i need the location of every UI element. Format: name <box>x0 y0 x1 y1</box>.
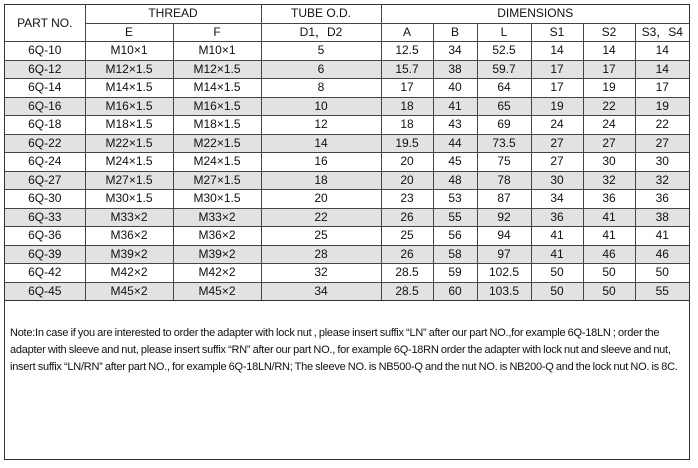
header-f: F <box>173 23 261 42</box>
cell-dim-s2: 41 <box>583 227 635 246</box>
table-row <box>5 171 689 190</box>
table-row <box>5 153 689 172</box>
cell-thread-f: M30×1.5 <box>173 190 261 209</box>
table-row <box>5 227 689 246</box>
cell-dim-s3-s4: 55 <box>635 282 689 301</box>
cell-dim-a: 20 <box>381 171 433 190</box>
cell-tube-od: 22 <box>261 208 381 227</box>
cell-dim-b: 45 <box>433 153 477 172</box>
cell-part-no: 6Q-10 <box>5 42 85 61</box>
cell-tube-od: 28 <box>261 245 381 264</box>
cell-dim-s3-s4: 41 <box>635 227 689 246</box>
cell-dim-b: 43 <box>433 116 477 135</box>
cell-dim-s2: 41 <box>583 208 635 227</box>
cell-dim-s3-s4: 14 <box>635 42 689 61</box>
table-row <box>5 282 689 301</box>
cell-dim-s2: 50 <box>583 282 635 301</box>
cell-dim-s2: 30 <box>583 153 635 172</box>
cell-dim-a: 25 <box>381 227 433 246</box>
cell-dim-s1: 41 <box>531 245 583 264</box>
cell-tube-od: 6 <box>261 60 381 79</box>
cell-dim-a: 12.5 <box>381 42 433 61</box>
cell-dim-s1: 50 <box>531 264 583 283</box>
cell-thread-f: M14×1.5 <box>173 79 261 98</box>
cell-dim-s2: 17 <box>583 60 635 79</box>
cell-tube-od: 12 <box>261 116 381 135</box>
cell-tube-od: 32 <box>261 264 381 283</box>
cell-dim-s1: 19 <box>531 97 583 116</box>
cell-dim-s3-s4: 27 <box>635 134 689 153</box>
table-row <box>5 79 689 98</box>
cell-thread-f: M36×2 <box>173 227 261 246</box>
cell-dim-b: 53 <box>433 190 477 209</box>
cell-dim-l: 87 <box>477 190 531 209</box>
cell-dim-s3-s4: 38 <box>635 208 689 227</box>
cell-thread-e: M39×2 <box>85 245 173 264</box>
cell-dim-b: 40 <box>433 79 477 98</box>
header-a: A <box>381 23 433 42</box>
cell-dim-l: 59.7 <box>477 60 531 79</box>
table-row <box>5 190 689 209</box>
cell-dim-l: 75 <box>477 153 531 172</box>
cell-dim-s1: 30 <box>531 171 583 190</box>
table-row <box>5 42 689 61</box>
cell-dim-s1: 17 <box>531 79 583 98</box>
cell-dim-s3-s4: 30 <box>635 153 689 172</box>
cell-dim-l: 69 <box>477 116 531 135</box>
table-row <box>5 245 689 264</box>
cell-dim-b: 58 <box>433 245 477 264</box>
cell-dim-s3-s4: 32 <box>635 171 689 190</box>
cell-tube-od: 5 <box>261 42 381 61</box>
cell-part-no: 6Q-16 <box>5 97 85 116</box>
cell-dim-s1: 50 <box>531 282 583 301</box>
cell-dim-s1: 27 <box>531 153 583 172</box>
cell-dim-s1: 27 <box>531 134 583 153</box>
dimensions-table <box>5 5 689 301</box>
cell-part-no: 6Q-14 <box>5 79 85 98</box>
header-e: E <box>85 23 173 42</box>
cell-dim-b: 60 <box>433 282 477 301</box>
cell-dim-b: 56 <box>433 227 477 246</box>
cell-part-no: 6Q-42 <box>5 264 85 283</box>
cell-dim-s1: 34 <box>531 190 583 209</box>
cell-dim-a: 28.5 <box>381 264 433 283</box>
cell-tube-od: 16 <box>261 153 381 172</box>
cell-dim-s3-s4: 46 <box>635 245 689 264</box>
cell-dim-s1: 24 <box>531 116 583 135</box>
cell-dim-a: 28.5 <box>381 282 433 301</box>
cell-dim-s2: 14 <box>583 42 635 61</box>
cell-dim-s2: 36 <box>583 190 635 209</box>
cell-dim-a: 15.7 <box>381 60 433 79</box>
cell-dim-b: 59 <box>433 264 477 283</box>
cell-thread-f: M33×2 <box>173 208 261 227</box>
cell-dim-s2: 19 <box>583 79 635 98</box>
cell-tube-od: 8 <box>261 79 381 98</box>
cell-thread-f: M10×1 <box>173 42 261 61</box>
cell-dim-a: 19.5 <box>381 134 433 153</box>
cell-thread-f: M27×1.5 <box>173 171 261 190</box>
cell-thread-e: M36×2 <box>85 227 173 246</box>
table-row <box>5 60 689 79</box>
cell-dim-s2: 27 <box>583 134 635 153</box>
order-note: Note:In case if you are interested to order the adapter with lock nut , please insert suffix “LN” after our part NO.,for example 6Q-18LN ; order the adapter with sleeve and nut, please insert suffix “RN” after our part NO., for example 6Q-18RN order the adapter with lock nut and sleeve and nut, insert suffix “LN/RN” after part NO., for example 6Q-18LN/RN; The sleeve NO. is NB500-Q and the nut NO. is NB200-Q and the lock nut NO. is 8C. <box>10 327 678 373</box>
cell-thread-e: M27×1.5 <box>85 171 173 190</box>
cell-dim-a: 18 <box>381 97 433 116</box>
table-row <box>5 208 689 227</box>
cell-thread-f: M12×1.5 <box>173 60 261 79</box>
header-s2: S2 <box>583 23 635 42</box>
cell-dim-s2: 22 <box>583 97 635 116</box>
cell-thread-e: M16×1.5 <box>85 97 173 116</box>
cell-dim-s2: 50 <box>583 264 635 283</box>
cell-dim-l: 52.5 <box>477 42 531 61</box>
cell-part-no: 6Q-45 <box>5 282 85 301</box>
cell-thread-f: M39×2 <box>173 245 261 264</box>
header-s3-s4: S3，S4 <box>635 23 689 42</box>
cell-dim-l: 102.5 <box>477 264 531 283</box>
cell-dim-s1: 41 <box>531 227 583 246</box>
cell-dim-l: 65 <box>477 97 531 116</box>
cell-dim-s3-s4: 50 <box>635 264 689 283</box>
cell-thread-e: M24×1.5 <box>85 153 173 172</box>
table-row <box>5 116 689 135</box>
table-row <box>5 264 689 283</box>
cell-thread-e: M42×2 <box>85 264 173 283</box>
cell-tube-od: 18 <box>261 171 381 190</box>
cell-dim-s2: 46 <box>583 245 635 264</box>
cell-dim-a: 26 <box>381 208 433 227</box>
cell-dim-l: 73.5 <box>477 134 531 153</box>
cell-dim-b: 41 <box>433 97 477 116</box>
header-b: B <box>433 23 477 42</box>
cell-thread-f: M45×2 <box>173 282 261 301</box>
table-body <box>5 42 689 301</box>
cell-dim-a: 18 <box>381 116 433 135</box>
header-part-no: PART NO. <box>5 5 85 42</box>
cell-part-no: 6Q-24 <box>5 153 85 172</box>
cell-dim-a: 17 <box>381 79 433 98</box>
cell-tube-od: 20 <box>261 190 381 209</box>
cell-part-no: 6Q-36 <box>5 227 85 246</box>
cell-dim-a: 26 <box>381 245 433 264</box>
cell-dim-s2: 24 <box>583 116 635 135</box>
cell-dim-s3-s4: 14 <box>635 60 689 79</box>
cell-part-no: 6Q-33 <box>5 208 85 227</box>
cell-thread-e: M12×1.5 <box>85 60 173 79</box>
cell-tube-od: 14 <box>261 134 381 153</box>
cell-thread-e: M10×1 <box>85 42 173 61</box>
cell-thread-f: M22×1.5 <box>173 134 261 153</box>
cell-dim-b: 55 <box>433 208 477 227</box>
cell-dim-s3-s4: 19 <box>635 97 689 116</box>
cell-thread-f: M42×2 <box>173 264 261 283</box>
cell-dim-s1: 14 <box>531 42 583 61</box>
cell-dim-l: 103.5 <box>477 282 531 301</box>
cell-dim-s1: 17 <box>531 60 583 79</box>
cell-tube-od: 25 <box>261 227 381 246</box>
cell-part-no: 6Q-39 <box>5 245 85 264</box>
cell-thread-f: M16×1.5 <box>173 97 261 116</box>
cell-dim-s2: 32 <box>583 171 635 190</box>
cell-dim-l: 97 <box>477 245 531 264</box>
header-l: L <box>477 23 531 42</box>
cell-tube-od: 10 <box>261 97 381 116</box>
cell-tube-od: 34 <box>261 282 381 301</box>
cell-part-no: 6Q-27 <box>5 171 85 190</box>
table-row <box>5 134 689 153</box>
header-s1: S1 <box>531 23 583 42</box>
cell-dim-s3-s4: 22 <box>635 116 689 135</box>
cell-dim-l: 94 <box>477 227 531 246</box>
header-thread: THREAD <box>85 5 261 23</box>
cell-thread-e: M45×2 <box>85 282 173 301</box>
cell-dim-a: 23 <box>381 190 433 209</box>
table-row <box>5 97 689 116</box>
cell-dim-b: 44 <box>433 134 477 153</box>
cell-dim-s3-s4: 17 <box>635 79 689 98</box>
header-dimensions: DIMENSIONS <box>381 5 689 23</box>
cell-dim-s3-s4: 36 <box>635 190 689 209</box>
header-tube-od: TUBE O.D. <box>261 5 381 23</box>
cell-thread-f: M18×1.5 <box>173 116 261 135</box>
spacer <box>5 301 689 325</box>
cell-thread-e: M18×1.5 <box>85 116 173 135</box>
cell-dim-b: 38 <box>433 60 477 79</box>
cell-dim-s1: 36 <box>531 208 583 227</box>
cell-thread-e: M22×1.5 <box>85 134 173 153</box>
cell-part-no: 6Q-12 <box>5 60 85 79</box>
cell-dim-l: 64 <box>477 79 531 98</box>
cell-part-no: 6Q-30 <box>5 190 85 209</box>
cell-dim-l: 92 <box>477 208 531 227</box>
cell-thread-e: M30×1.5 <box>85 190 173 209</box>
cell-dim-b: 48 <box>433 171 477 190</box>
cell-thread-e: M14×1.5 <box>85 79 173 98</box>
cell-thread-e: M33×2 <box>85 208 173 227</box>
spec-sheet <box>4 4 690 460</box>
cell-part-no: 6Q-22 <box>5 134 85 153</box>
cell-thread-f: M24×1.5 <box>173 153 261 172</box>
cell-dim-a: 20 <box>381 153 433 172</box>
cell-dim-l: 78 <box>477 171 531 190</box>
header-d: D1，D2 <box>261 23 381 42</box>
cell-dim-b: 34 <box>433 42 477 61</box>
cell-part-no: 6Q-18 <box>5 116 85 135</box>
